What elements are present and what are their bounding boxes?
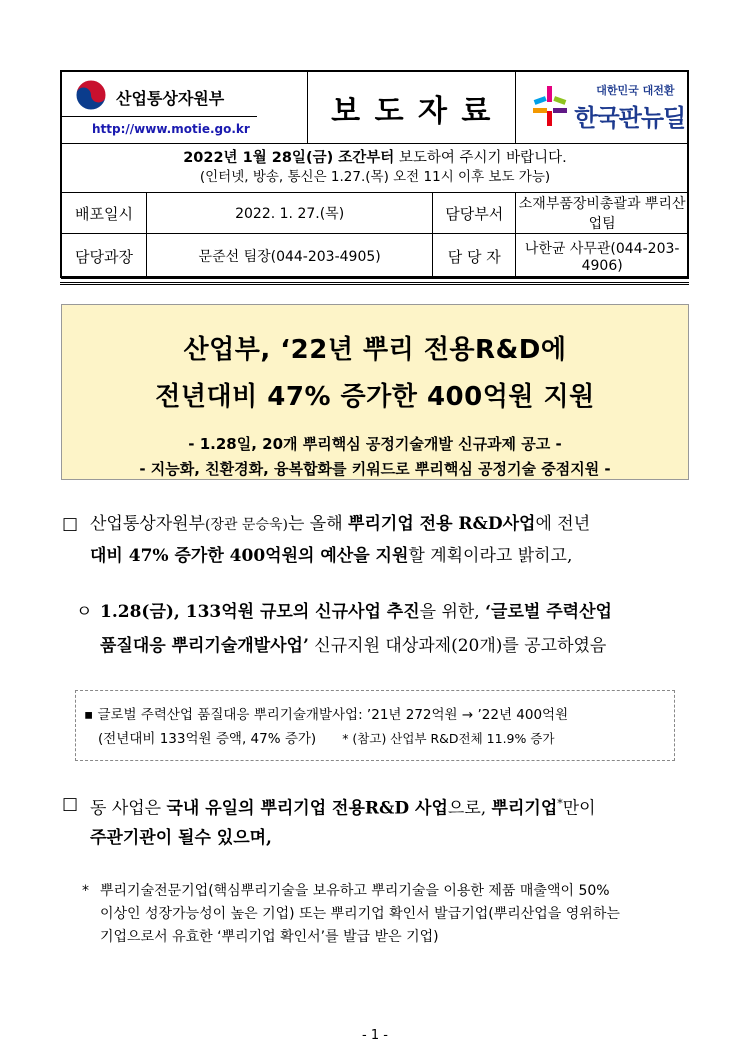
budget-note-line-2: (전년대비 133억원 증액, 47% 증가) * (참고) 산업부 R&D전체 11.9% 증가 [98, 731, 555, 747]
subheadline-1: - 1.28일, 20개 뿌리핵심 공정기술개발 신규과제 공고 - [188, 435, 562, 453]
dist-label: 배포일시 [62, 193, 147, 234]
dept-label: 담당부서 [433, 193, 516, 234]
chief-value: 문준선 팀장(044-203-4905) [147, 234, 433, 279]
bullet-square-2: □ [62, 794, 79, 814]
footnote-line-2: 이상인 성장가능성이 높은 기업) 또는 뿌리기업 확인서 발급기업(뿌리산업을 영위하는 [100, 906, 620, 922]
embargo-cell [62, 144, 689, 193]
embargo-date: 2022년 1월 28일(금) 조간부터 [183, 150, 395, 166]
bullet-square: □ [62, 514, 79, 534]
headline-box [61, 304, 689, 480]
double-divider [60, 282, 689, 285]
embargo-text: 보도하여 주시기 바랍니다. [394, 150, 567, 166]
footnote-marker: * [82, 883, 89, 899]
page-number: - 1 - [362, 1028, 388, 1043]
taegeuk-logo-icon [74, 78, 108, 112]
bullet-circle: ㅇ [76, 602, 93, 622]
ministry-url[interactable]: http://www.motie.go.kr [92, 122, 250, 136]
headline-line-2: 전년대비 47% 증가한 400억원 지원 [155, 382, 595, 412]
press-header-table [61, 71, 689, 279]
footnote-line-1: 뿌리기술전문기업(핵심뿌리기술을 보유하고 뿌리기술을 이용한 제품 매출액이 50% [100, 883, 610, 899]
embargo-note: (인터넷, 방송, 통신은 1.27.(목) 오전 11시 이후 보도 가능) [199, 169, 551, 185]
ministry-name: 산업통상자원부 [116, 89, 225, 108]
slogan-top: 대한민국 대전환 [596, 84, 675, 97]
doc-type-title: 보 도 자 료 [308, 72, 516, 144]
subheadline-2: - 지능화, 친환경화, 융복합화를 키워드로 뿌리핵심 공정기술 중점지원 - [139, 460, 611, 478]
slogan-main: 한국판뉴딜 [574, 104, 686, 132]
paragraph-1-line-1: 산업통상자원부(장관 문승욱)는 올해 뿌리기업 전용 R&D사업에 전년 [90, 514, 591, 534]
dist-value: 2022. 1. 27.(목) [147, 193, 433, 234]
paragraph-1-line-2: 대비 47% 증가한 400억원의 예산을 지원할 계획이라고 밝히고, [90, 546, 573, 566]
staff-label: 담 당 자 [433, 234, 516, 279]
dept-value: 소재부품장비총괄과 뿌리산업팀 [516, 193, 689, 234]
new-deal-logo-cell [516, 72, 689, 144]
budget-note-box [75, 690, 675, 761]
headline-line-1: 산업부, ‘22년 뿌리 전용R&D에 [183, 335, 567, 365]
paragraph-3-line-2: 주관기관이 될수 있으며, [90, 828, 272, 848]
footnote-line-3: 기업으로서 유효한 ‘뿌리기업 확인서’를 발급 받은 기업) [100, 929, 439, 945]
budget-note-line-1: ▪ 글로벌 주력산업 품질대응 뿌리기술개발사업: ’21년 272억원 → ’22년 400억원 [84, 707, 569, 723]
staff-value: 나한균 사무관(044-203-4906) [516, 234, 689, 279]
paragraph-3-line-1: 동 사업은 국내 유일의 뿌리기업 전용R&D 사업으로, 뿌리기업*만이 [90, 797, 596, 819]
paragraph-2-line-2: 품질대응 뿌리기술개발사업’ 신규지원 대상과제(20개)를 공고하였음 [100, 636, 607, 656]
paragraph-2-line-1: 1.28(금), 133억원 규모의 신규사업 추진을 위한, ‘글로벌 주력산업 [100, 602, 612, 622]
ministry-cell [62, 72, 308, 144]
new-deal-emblem-icon [530, 84, 570, 128]
chief-label: 담당과장 [62, 234, 147, 279]
